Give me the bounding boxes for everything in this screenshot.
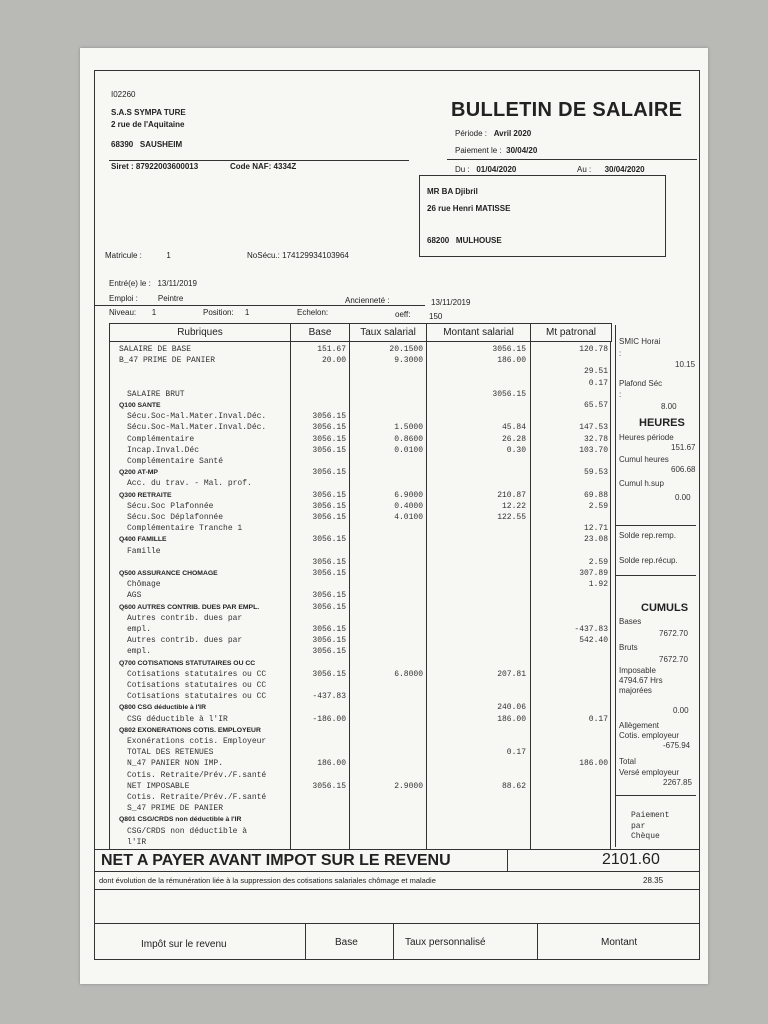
table-row (109, 647, 611, 658)
au-label: Au : (577, 165, 592, 174)
impot-label: Impôt sur le revenu (141, 939, 227, 950)
row-patronal: 69.88 (583, 490, 608, 500)
table-row (109, 367, 611, 378)
du-value: 01/04/2020 (476, 165, 517, 174)
employee-city: MULHOUSE (455, 236, 502, 245)
cumul-hsup-value: 0.00 (675, 493, 691, 502)
employer-code: I02260 (111, 90, 136, 99)
cotis-employeur-label: Cotis. employeur (619, 731, 680, 740)
nosecu: NoSécu.: 174129934103964 (247, 251, 349, 260)
col-taux: Taux salarial (349, 323, 427, 342)
verse-employeur-label: Versé employeur (619, 768, 680, 777)
row-montant: 240.06 (497, 703, 526, 713)
row-rubrique: CSG déductible à l'IR (127, 714, 228, 724)
cotis-employeur-value: -675.94 (663, 741, 691, 750)
anciennete-value: 13/11/2019 (431, 298, 471, 307)
side-divider (616, 525, 696, 526)
evolution-divider (95, 889, 699, 890)
row-rubrique: N_47 PANIER NON IMP. (127, 759, 224, 769)
row-montant: 88.62 (501, 781, 526, 791)
imposable-label: Imposable (619, 666, 656, 675)
row-montant: 0.30 (506, 445, 526, 455)
row-base: 3056.15 (312, 602, 346, 612)
table-row (109, 535, 611, 546)
row-base: -186.00 (312, 714, 346, 724)
table-row (109, 793, 611, 804)
row-base: -437.83 (312, 692, 346, 702)
row-rubrique: Cotisations statutaires ou CC (127, 692, 267, 702)
table-row (109, 558, 611, 569)
row-patronal: 2.59 (588, 557, 608, 567)
employer-block (111, 89, 186, 151)
row-patronal: 307.89 (579, 569, 608, 578)
row-rubrique: Q700 COTISATIONS STATUTAIRES OU CC (119, 659, 256, 667)
table-row (109, 591, 611, 602)
table-row (109, 491, 611, 502)
row-taux: 0.4000 (394, 501, 423, 511)
employer-name: S.A.S SYMPA TURE (111, 108, 186, 117)
col-base: Base (290, 323, 350, 342)
row-rubrique: Q500 ASSURANCE CHOMAGE (119, 570, 218, 577)
entree-label: Entré(e) le : (109, 279, 151, 288)
table-row (109, 815, 611, 826)
row-rubrique: TOTAL DES RETENUES (127, 748, 214, 758)
table-row (109, 625, 611, 636)
row-base: 3056.15 (312, 591, 346, 601)
row-patronal: 542.40 (579, 636, 608, 646)
paiement-label: Paiement le : (455, 146, 502, 155)
table-row (109, 345, 611, 356)
row-patronal: 65.57 (583, 401, 608, 410)
emploi-label: Emploi : (109, 294, 138, 303)
row-rubrique: Complémentaire (127, 434, 195, 444)
row-rubrique: Q802 EXONERATIONS COTIS. EMPLOYEUR (119, 726, 261, 734)
row-patronal: 1.92 (588, 580, 608, 590)
row-patronal: -437.83 (574, 625, 608, 634)
position-label: Position: (203, 308, 234, 317)
bruts-label: Bruts (619, 643, 638, 652)
table-row (109, 636, 611, 647)
row-patronal: 0.17 (588, 714, 608, 724)
row-base: 3056.15 (312, 490, 346, 500)
row-rubrique: Q200 AT-MP (119, 469, 158, 477)
table-row (109, 580, 611, 591)
impot-base-label: Base (335, 937, 358, 948)
plafond-value: 8.00 (661, 402, 677, 411)
row-montant: 210.87 (497, 490, 526, 500)
row-montant: 3056.15 (492, 345, 526, 354)
row-taux: 4.0100 (394, 513, 423, 522)
table-row (109, 659, 611, 670)
row-montant: 26.28 (501, 434, 526, 444)
row-rubrique: Exonérations cotis. Employeur (127, 737, 267, 746)
heures-periode-label: Heures période (619, 433, 674, 442)
table-row (109, 838, 611, 849)
row-taux: 6.9000 (394, 490, 423, 500)
row-rubrique: Q300 RETRAITE (119, 491, 172, 499)
row-base: 3056.15 (312, 423, 346, 433)
row-montant: 186.00 (497, 714, 526, 724)
row-rubrique: Sécu.Soc Déplafonnée (127, 513, 224, 522)
table-row (109, 435, 611, 446)
row-rubrique: B_47 PRIME DE PANIER (119, 356, 216, 366)
row-rubrique: S_47 PRIME DE PANIER (127, 804, 224, 814)
evolution-value: 28.35 (643, 876, 664, 885)
cumul-heures-label: Cumul heures (619, 455, 669, 464)
matricule-label: Matricule : (105, 251, 142, 260)
paiement-mode-2: par (631, 822, 646, 831)
col-patronal: Mt patronal (530, 323, 612, 342)
bases-label: Bases (619, 617, 642, 626)
grid-line (615, 325, 616, 847)
row-montant: 122.55 (497, 513, 526, 522)
side-divider (616, 795, 696, 796)
coef-label: oeff: (395, 310, 411, 319)
row-base: 20.00 (321, 356, 346, 366)
table-row (109, 827, 611, 838)
smic-value: 10.15 (675, 360, 696, 369)
row-rubrique: Autres contrib. dues par (127, 636, 243, 646)
row-rubrique: Incap.Inval.Déc (127, 445, 200, 455)
du-label: Du : (455, 165, 470, 174)
table-row (109, 390, 611, 401)
employer-city: SAUSHEIM (139, 140, 183, 149)
siret: Siret : 87922003600013 (111, 162, 199, 171)
row-taux: 2.9000 (394, 781, 423, 791)
total-label: Total (619, 757, 636, 766)
evolution-note: dont évolution de la rémunération liée à la suppression des cotisations salariales chômage et maladie (99, 876, 436, 885)
impot-separator (305, 923, 306, 959)
bases-value: 7672.70 (659, 629, 688, 638)
net-label: NET A PAYER AVANT IMPOT SUR LE REVENU (101, 852, 451, 869)
row-rubrique: Q801 CSG/CRDS non déductible à l'IR (119, 816, 242, 824)
row-rubrique: Complémentaire Santé (127, 457, 224, 466)
row-patronal: 0.17 (588, 378, 608, 388)
row-montant: 207.81 (497, 669, 526, 679)
row-montant: 12.22 (501, 501, 526, 511)
row-rubrique: Chômage (127, 580, 161, 590)
table-row (109, 502, 611, 513)
row-patronal: 12.71 (583, 524, 608, 534)
table-row (109, 401, 611, 412)
bruts-value: 7672.70 (659, 655, 688, 664)
row-base: 3056.15 (312, 625, 346, 634)
emploi-value: Peintre (157, 294, 184, 303)
row-patronal: 23.08 (583, 535, 608, 545)
row-base: 3056.15 (312, 781, 346, 791)
row-taux: 6.8000 (394, 669, 423, 679)
table-row (109, 715, 611, 726)
row-base: 3056.15 (312, 569, 346, 578)
table-row (109, 759, 611, 770)
table-row (109, 524, 611, 535)
row-rubrique: Sécu.Soc-Mal.Mater.Inval.Déc. (127, 423, 267, 433)
row-rubrique: NET IMPOSABLE (127, 781, 190, 791)
employer-street: 2 rue de l'Aquitaine (111, 120, 185, 129)
row-patronal: 59.53 (583, 468, 608, 478)
table-row (109, 692, 611, 703)
page-title: BULLETIN DE SALAIRE (451, 99, 683, 121)
table-row (109, 379, 611, 390)
row-patronal: 103.70 (579, 445, 608, 455)
row-base: 3056.15 (312, 501, 346, 511)
row-base: 3056.15 (312, 636, 346, 646)
table-row (109, 670, 611, 681)
verse-employeur-value: 2267.85 (663, 778, 692, 787)
impot-separator (537, 923, 538, 959)
period-divider (447, 159, 697, 160)
row-rubrique: Autres contrib. dues par (127, 613, 243, 623)
row-rubrique: AGS (127, 591, 142, 601)
row-base: 3056.15 (312, 535, 346, 545)
row-patronal: 120.78 (579, 345, 608, 354)
col-montant: Montant salarial (426, 323, 531, 342)
impot-montant-label: Montant (601, 937, 638, 948)
coef-value: 150 (429, 312, 443, 321)
row-rubrique: Q100 SANTE (119, 402, 161, 409)
row-base: 3056.15 (312, 468, 346, 478)
table-row (109, 356, 611, 367)
table-row (109, 547, 611, 558)
matricule-value: 1 (166, 251, 171, 260)
table-row (109, 423, 611, 434)
table-row (109, 468, 611, 479)
periode-label: Période : (455, 129, 488, 138)
row-base: 3056.15 (312, 513, 346, 522)
row-rubrique: empl. (127, 647, 152, 657)
row-base: 186.00 (317, 759, 346, 769)
row-rubrique: Cotisations statutaires ou CC (127, 669, 267, 679)
row-rubrique: Complémentaire Tranche 1 (127, 524, 243, 534)
row-patronal: 186.00 (579, 759, 608, 769)
allegement-label: Allègement (619, 721, 660, 730)
col-rubriques: Rubriques (109, 323, 291, 342)
row-rubrique: Cotis. Retraite/Prév./F.santé (127, 793, 267, 802)
row-montant: 3056.15 (492, 389, 526, 399)
table-row (109, 569, 611, 580)
table-row (109, 681, 611, 692)
row-rubrique: empl. (127, 625, 152, 634)
row-patronal: 29.51 (583, 367, 608, 377)
row-rubrique: Q600 AUTRES CONTRIB. DUES PAR EMPL. (119, 603, 260, 611)
payslip-frame (94, 70, 700, 960)
row-base: 3056.15 (312, 647, 346, 657)
info-divider (95, 305, 425, 306)
row-rubrique: SALAIRE BRUT (127, 389, 185, 399)
paiement-mode-3: Chèque (631, 832, 660, 841)
entree-value: 13/11/2019 (157, 279, 197, 288)
naf-code: Code NAF: 4334Z (230, 162, 297, 171)
smic-label: SMIC Horai (619, 337, 661, 346)
heures-periode-value: 151.67 (671, 443, 696, 452)
table-row (109, 603, 611, 614)
employee-zip: 68200 (427, 236, 450, 245)
position-value: 1 (244, 308, 250, 317)
cumul-heures-value: 606.68 (671, 465, 696, 474)
row-patronal: 147.53 (579, 423, 608, 433)
side-divider (616, 575, 696, 576)
impot-separator (393, 923, 394, 959)
payslip-paper (80, 48, 708, 984)
row-rubrique: Sécu.Soc Plafonnée (127, 501, 214, 511)
niveau-label: Niveau: (109, 308, 137, 317)
row-montant: 186.00 (497, 356, 526, 366)
paiement-mode-1: Paiement (631, 811, 670, 820)
row-taux: 0.0100 (394, 445, 423, 455)
table-row (109, 513, 611, 524)
row-taux: 1.5000 (394, 423, 423, 433)
row-patronal: 2.59 (588, 501, 608, 511)
row-rubrique: Cotisations statutaires ou CC (127, 681, 267, 690)
table-row (109, 804, 611, 815)
smic-colon: : (619, 349, 622, 358)
impot-divider (95, 923, 699, 924)
row-base: 3056.15 (312, 557, 346, 567)
au-value: 30/04/2020 (604, 165, 645, 174)
row-rubrique: Q800 CSG déductible à l'IR (119, 704, 206, 712)
table-row (109, 782, 611, 793)
row-patronal: 32.78 (583, 434, 608, 444)
heures-title: HEURES (639, 417, 685, 429)
row-rubrique: Famille (127, 546, 161, 556)
row-rubrique: Cotis. Retraite/Prév./F.santé (127, 770, 267, 780)
row-rubrique: l'IR (127, 837, 147, 847)
row-taux: 9.3000 (394, 356, 423, 366)
impot-taux-label: Taux personnalisé (405, 937, 486, 948)
row-base: 3056.15 (312, 445, 346, 455)
row-montant: 0.17 (506, 748, 526, 758)
row-rubrique: Acc. du trav. - Mal. prof. (127, 479, 252, 489)
periode-value: Avril 2020 (493, 129, 532, 138)
table-row (109, 412, 611, 423)
cumul-hsup-label: Cumul h.sup (619, 479, 664, 488)
solde-recup-label: Solde rep.récup. (619, 556, 678, 565)
employer-zip: 68390 (111, 140, 134, 149)
row-base: 3056.15 (312, 669, 346, 679)
row-montant: 45.84 (501, 423, 526, 433)
niveau-value: 1 (151, 308, 157, 317)
table-row (109, 771, 611, 782)
row-rubrique: SALAIRE DE BASE (119, 345, 192, 354)
hrs-majorees-value: 0.00 (673, 706, 689, 715)
row-base: 3056.15 (312, 434, 346, 444)
cumuls-title: CUMULS (641, 602, 689, 614)
table-row (109, 748, 611, 759)
table-row (109, 737, 611, 748)
employee-street: 26 rue Henri MATISSE (427, 204, 511, 213)
net-separator (507, 849, 508, 871)
table-row (109, 614, 611, 625)
plafond-colon: : (619, 390, 622, 399)
net-divider-bottom (95, 871, 699, 872)
plafond-label: Plafond Séc (619, 379, 663, 388)
majorees-label: majorées (619, 686, 652, 695)
row-rubrique: Q400 FAMILLE (119, 536, 167, 544)
row-rubrique: CSG/CRDS non déductible à (127, 826, 248, 836)
row-base: 3056.15 (312, 412, 346, 422)
row-taux: 0.8600 (394, 434, 423, 444)
row-rubrique: Sécu.Soc-Mal.Mater.Inval.Déc. (127, 412, 267, 422)
employee-name: MR BA Djibril (427, 187, 478, 196)
anciennete-label: Ancienneté : (345, 296, 390, 305)
table-row (109, 703, 611, 714)
table-header-line (109, 341, 611, 342)
table-row (109, 479, 611, 490)
net-divider-top (95, 849, 699, 850)
solde-remp-label: Solde rep.remp. (619, 531, 676, 540)
echelon-label: Echelon: (297, 308, 329, 317)
row-taux: 20.1500 (389, 345, 423, 354)
table-row (109, 457, 611, 468)
net-value: 2101.60 (602, 851, 660, 868)
imposable-value: 4794.67 Hrs (619, 676, 663, 685)
table-row (109, 726, 611, 737)
paiement-value: 30/04/20 (506, 146, 538, 155)
row-base: 151.67 (317, 345, 346, 354)
table-row (109, 446, 611, 457)
